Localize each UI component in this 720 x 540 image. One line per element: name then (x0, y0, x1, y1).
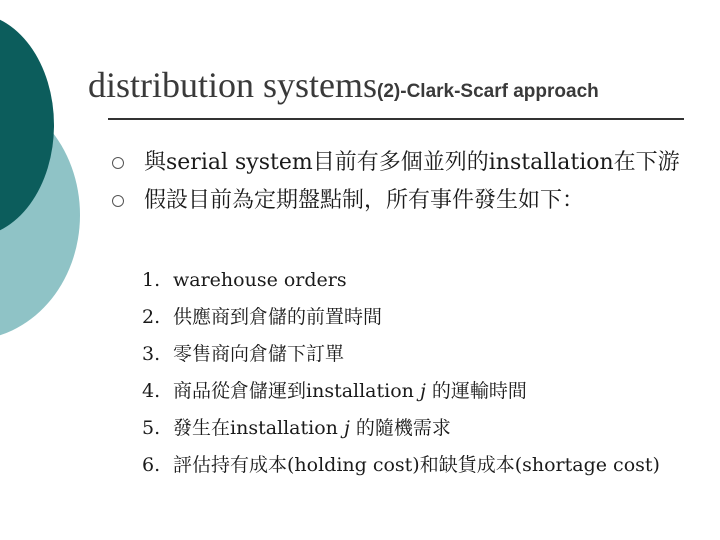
bullet-text: 與serial system目前有多個並列的installation在下游 (144, 150, 680, 175)
dark-teal-arc (0, 13, 54, 237)
bullet-text: 假設目前為定期盤點制，所有事件發生如下： (144, 188, 585, 213)
event-item (142, 305, 702, 330)
title-divider (108, 118, 684, 120)
event-text: 商品從倉儲運到installation (173, 380, 420, 402)
event-variable: j (419, 380, 426, 402)
event-text-tail: 的運輸時間 (425, 380, 527, 402)
event-item (142, 416, 702, 441)
event-text: 供應商到倉儲的前置時間 (173, 306, 383, 328)
bullet-item (112, 186, 702, 216)
event-text: 零售商向倉儲下訂單 (173, 343, 345, 365)
bullet-circle-icon (112, 195, 124, 207)
event-number: 6. (142, 454, 161, 476)
event-number: 4. (142, 380, 161, 402)
event-text-tail: 的隨機需求 (349, 417, 451, 439)
event-text: 評估持有成本(holding cost)和缺貨成本(shortage cost) (173, 454, 660, 476)
event-text: warehouse orders (173, 269, 347, 291)
event-item (142, 453, 702, 478)
event-list (142, 268, 702, 490)
title-sub: (2)-Clark-Scarf approach (377, 81, 599, 102)
event-number: 5. (142, 417, 161, 439)
bullet-item (112, 148, 702, 178)
title-main: distribution systems (88, 65, 378, 105)
bullet-list (112, 148, 702, 224)
light-teal-arc (0, 90, 80, 340)
event-text: 發生在installation (173, 417, 344, 439)
event-number: 3. (142, 343, 161, 365)
event-item (142, 342, 702, 367)
slide-title (88, 64, 708, 106)
event-item (142, 379, 702, 404)
event-item (142, 268, 702, 293)
event-number: 2. (142, 306, 161, 328)
event-variable: j (343, 417, 350, 439)
bullet-circle-icon (112, 157, 124, 169)
event-number: 1. (142, 269, 161, 291)
